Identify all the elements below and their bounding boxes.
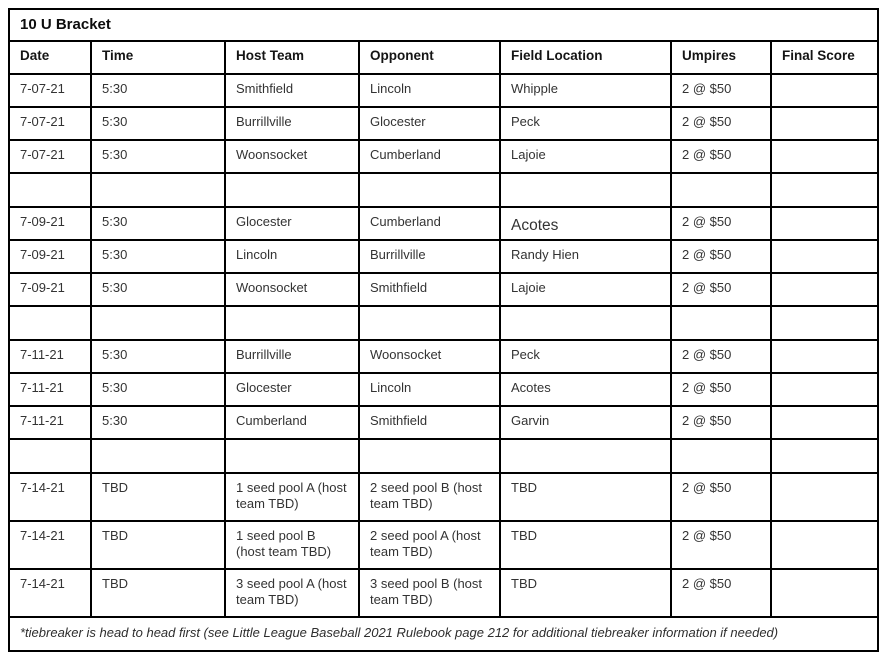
cell-opponent: Woonsocket [359, 340, 500, 373]
cell-field-location: Acotes [500, 373, 671, 406]
cell-umpires: 2 @ $50 [671, 273, 771, 306]
cell-empty [359, 439, 500, 473]
spacer-row [9, 173, 878, 207]
cell-final-score [771, 473, 878, 521]
cell-final-score [771, 240, 878, 273]
cell-field-location: Acotes [500, 207, 671, 240]
cell-date: 7-11-21 [9, 373, 91, 406]
cell-empty [771, 306, 878, 340]
cell-opponent: 3 seed pool B (host team TBD) [359, 569, 500, 617]
bracket-table [8, 8, 879, 652]
cell-opponent: Burrillville [359, 240, 500, 273]
cell-umpires: 2 @ $50 [671, 521, 771, 569]
cell-empty [500, 439, 671, 473]
cell-empty [671, 439, 771, 473]
cell-host-team: Smithfield [225, 74, 359, 107]
cell-host-team: Burrillville [225, 107, 359, 140]
cell-host-team: Lincoln [225, 240, 359, 273]
cell-opponent: 2 seed pool A (host team TBD) [359, 521, 500, 569]
footer-row [9, 617, 878, 651]
cell-umpires: 2 @ $50 [671, 569, 771, 617]
spacer-row [9, 439, 878, 473]
cell-umpires: 2 @ $50 [671, 107, 771, 140]
cell-time: 5:30 [91, 140, 225, 173]
cell-field-location: Peck [500, 107, 671, 140]
spacer-row [9, 306, 878, 340]
cell-empty [671, 306, 771, 340]
cell-empty [359, 306, 500, 340]
cell-opponent: Cumberland [359, 140, 500, 173]
column-header-field-location: Field Location [500, 41, 671, 74]
cell-umpires: 2 @ $50 [671, 373, 771, 406]
cell-opponent: Smithfield [359, 273, 500, 306]
cell-empty [500, 173, 671, 207]
cell-field-location: TBD [500, 473, 671, 521]
cell-time: 5:30 [91, 74, 225, 107]
cell-time: TBD [91, 521, 225, 569]
table-row [9, 521, 878, 569]
column-header-final-score: Final Score [771, 41, 878, 74]
cell-field-location: Randy Hien [500, 240, 671, 273]
cell-date: 7-09-21 [9, 273, 91, 306]
cell-umpires: 2 @ $50 [671, 406, 771, 439]
cell-date: 7-14-21 [9, 569, 91, 617]
table-row [9, 473, 878, 521]
cell-time: 5:30 [91, 207, 225, 240]
column-header-umpires: Umpires [671, 41, 771, 74]
cell-host-team: Cumberland [225, 406, 359, 439]
cell-host-team: Woonsocket [225, 273, 359, 306]
cell-date: 7-07-21 [9, 140, 91, 173]
cell-host-team: Glocester [225, 373, 359, 406]
cell-final-score [771, 340, 878, 373]
footnote: *tiebreaker is head to head first (see Little League Baseball 2021 Rulebook page 212 for additional tiebreaker information if needed) [9, 617, 878, 651]
cell-umpires: 2 @ $50 [671, 140, 771, 173]
table-row [9, 406, 878, 439]
cell-final-score [771, 569, 878, 617]
column-header-host-team: Host Team [225, 41, 359, 74]
column-header-date: Date [9, 41, 91, 74]
cell-field-location: Whipple [500, 74, 671, 107]
cell-time: 5:30 [91, 240, 225, 273]
table-row [9, 569, 878, 617]
table-row [9, 373, 878, 406]
cell-final-score [771, 406, 878, 439]
table-row [9, 240, 878, 273]
table-row [9, 207, 878, 240]
cell-time: 5:30 [91, 340, 225, 373]
cell-field-location: Peck [500, 340, 671, 373]
cell-field-location: Garvin [500, 406, 671, 439]
cell-umpires: 2 @ $50 [671, 240, 771, 273]
table-title: 10 U Bracket [9, 9, 878, 41]
cell-time: 5:30 [91, 373, 225, 406]
cell-final-score [771, 521, 878, 569]
cell-date: 7-11-21 [9, 340, 91, 373]
title-row [9, 9, 878, 41]
cell-empty [225, 439, 359, 473]
cell-umpires: 2 @ $50 [671, 473, 771, 521]
column-header-opponent: Opponent [359, 41, 500, 74]
cell-date: 7-09-21 [9, 207, 91, 240]
cell-field-location: Lajoie [500, 273, 671, 306]
cell-time: TBD [91, 569, 225, 617]
cell-empty [9, 306, 91, 340]
table-row [9, 74, 878, 107]
table-row [9, 107, 878, 140]
cell-host-team: 1 seed pool A (host team TBD) [225, 473, 359, 521]
table-row [9, 273, 878, 306]
cell-final-score [771, 273, 878, 306]
cell-date: 7-11-21 [9, 406, 91, 439]
cell-time: TBD [91, 473, 225, 521]
cell-empty [91, 439, 225, 473]
cell-host-team: Glocester [225, 207, 359, 240]
cell-empty [671, 173, 771, 207]
cell-host-team: 1 seed pool B (host team TBD) [225, 521, 359, 569]
cell-date: 7-14-21 [9, 473, 91, 521]
cell-empty [771, 439, 878, 473]
cell-opponent: Smithfield [359, 406, 500, 439]
cell-empty [9, 439, 91, 473]
column-header-time: Time [91, 41, 225, 74]
cell-date: 7-09-21 [9, 240, 91, 273]
cell-umpires: 2 @ $50 [671, 74, 771, 107]
cell-field-location: Lajoie [500, 140, 671, 173]
cell-empty [359, 173, 500, 207]
cell-umpires: 2 @ $50 [671, 340, 771, 373]
cell-field-location: TBD [500, 569, 671, 617]
table-row [9, 140, 878, 173]
cell-empty [771, 173, 878, 207]
cell-opponent: Lincoln [359, 373, 500, 406]
cell-opponent: Cumberland [359, 207, 500, 240]
cell-final-score [771, 140, 878, 173]
cell-empty [500, 306, 671, 340]
cell-time: 5:30 [91, 273, 225, 306]
cell-umpires: 2 @ $50 [671, 207, 771, 240]
cell-empty [225, 173, 359, 207]
cell-final-score [771, 207, 878, 240]
cell-time: 5:30 [91, 107, 225, 140]
cell-host-team: Burrillville [225, 340, 359, 373]
cell-final-score [771, 107, 878, 140]
cell-host-team: Woonsocket [225, 140, 359, 173]
cell-time: 5:30 [91, 406, 225, 439]
cell-empty [91, 173, 225, 207]
header-row [9, 41, 878, 74]
cell-opponent: Glocester [359, 107, 500, 140]
cell-final-score [771, 74, 878, 107]
cell-empty [9, 173, 91, 207]
cell-date: 7-07-21 [9, 107, 91, 140]
cell-host-team: 3 seed pool A (host team TBD) [225, 569, 359, 617]
cell-date: 7-14-21 [9, 521, 91, 569]
cell-field-location: TBD [500, 521, 671, 569]
cell-empty [225, 306, 359, 340]
cell-date: 7-07-21 [9, 74, 91, 107]
table-row [9, 340, 878, 373]
cell-empty [91, 306, 225, 340]
cell-final-score [771, 373, 878, 406]
cell-opponent: 2 seed pool B (host team TBD) [359, 473, 500, 521]
cell-opponent: Lincoln [359, 74, 500, 107]
